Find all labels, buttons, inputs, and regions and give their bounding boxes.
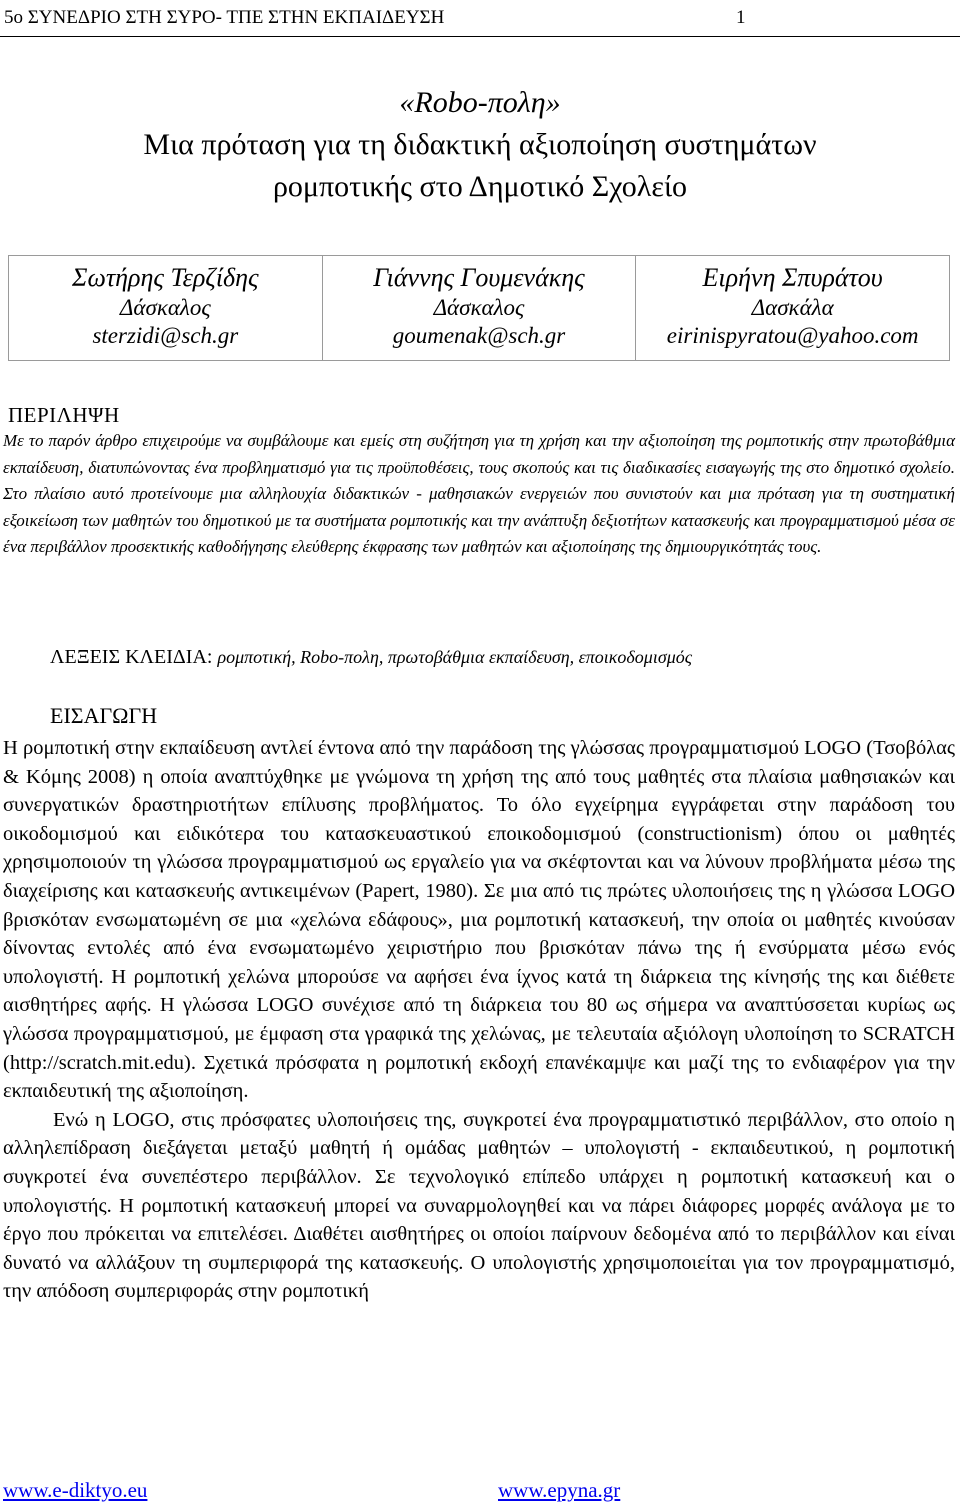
author-email: eirinispyratou@yahoo.com <box>666 323 919 348</box>
introduction-paragraph: Η ρομποτική στην εκπαίδευση αντλεί έντονα από την παράδοση της γλώσσας προγραμματισμού LOGO (Τσοβόλας & Κόμης 2008) η οποία αναπτύχθηκε με γνώμονα τη χρήση της από τους μαθητές στα πλαίσια μαθησιακών και συνεργατικών δραστηριοτήτων επίλυσης προβλήματος. Το όλο εγχείρημα εγγράφεται στην παράδοση του οικοδομισμού και ειδικότερα του κατασκευαστικού εποικοδομισμού (constructionism) όπου οι μαθητές χρησιμοποιούν τη γλώσσα προγραμματισμού ως εργαλείο για να σκέφτονται και να λύνουν προβλήματα μέσω της διαχείρισης και κατασκευής αντικειμένων (Papert, 1980). Σε μια από τις πρώτες υλοποιήσεις της η γλώσσα LOGO βρισκόταν ενσωματωμένη σε μια «χελώνα εδάφους», μια ρομποτική κατασκευή, την οποία οι μαθητές κινούσαν δίνοντας εντολές από ένα ενσωματωμένο χειριστήριο που βρισκόταν πάνω της ή ενσύρματα μέσω ενός υπολογιστή. Η ρομποτική χελώνα μπορούσε να αφήσει ένα ίχνος κατά τη διάρκεια της κίνησής της και διέθετε αισθητήρες αφής. Η γλώσσα LOGO συνέχισε από τη διάρκεια του 80 ως σήμερα να αναπτύσσεται κυρίως ως γλώσσα προγραμματισμού, με έμφαση στα γραφικά της χελώνας, με τελευταία αξιόλογη υλοποίηση το SCRATCH (http://scratch.mit.edu). Σχετικά πρόσφατα η ρομποτική εκδοχή επανέκαμψε και μαζί της το ενδιαφέρον για την εκπαιδευτική της αξιοποίηση. <box>3 737 955 1103</box>
author-role: Δάσκαλος <box>433 295 525 320</box>
author-role: Δασκάλα <box>751 295 834 320</box>
author-email: goumenak@sch.gr <box>392 323 566 348</box>
authors-table <box>8 255 950 361</box>
introduction-body <box>3 734 955 1306</box>
author-name: Σωτήρης Τερζίδης <box>72 263 259 292</box>
footer-link-e-diktyo[interactable]: www.e-diktyo.eu <box>3 1478 148 1502</box>
title-line-3: ρομποτικής στο Δημοτικό Σχολείο <box>272 170 688 203</box>
abstract-heading: ΠΕΡΙΛΗΨΗ <box>8 403 120 427</box>
author-role: Δάσκαλος <box>119 295 211 320</box>
author-email: sterzidi@sch.gr <box>92 323 239 348</box>
title-line-1: «Robo-πολη» <box>399 86 561 119</box>
introduction-heading: ΕΙΣΑΓΩΓΗ <box>50 703 158 728</box>
introduction-paragraph: Ενώ η LOGO, στις πρόσφατες υλοποιήσεις της, συγκροτεί ένα προγραμματιστικό περιβάλλον, στο οποίο η αλληλεπίδραση διεξάγεται μεταξύ μαθητή ή ομάδας μαθητών – υπολογιστή - εκπαιδευτικού, η ρομποτική συγκροτεί ένα συνεπέστερο περιβάλλον. Σε τεχνολογικό επίπεδο υπάρχει η ρομποτική κατασκευή και ο υπολογιστής. Η ρομποτική κατασκευή μπορεί να συναρμολογηθεί και να πάρει διάφορες μορφές ανάλογα με το έργο που πρόκειται να επιτελέσει. Διαθέτει αισθητήρες οι οποίοι παίρνουν δεδομένα από το περιβάλλον και είναι δυνατό να αλλάξουν τη συμπεριφορά της κατασκευής. Ο υπολογιστής χρησιμοποιείται για τον προγραμματισμό, την απόδοση συμπεριφοράς στην ρομποτική <box>3 1108 955 1303</box>
paper-title <box>0 82 960 208</box>
page-number: 1 <box>736 7 746 28</box>
keywords-label: ΛΕΞΕΙΣ ΚΛΕΙΔΙΑ: <box>50 646 213 668</box>
author-cell <box>636 256 950 361</box>
abstract-text: Με το παρόν άρθρο επιχειρούμε να συμβάλουμε και εμείς στη συζήτηση για τη χρήση και την αξιοποίηση της ρομποτικής στην πρωτοβάθμια εκπαίδευση, διατυπώνοντας ένα προβληματισμό για τις προϋποθέσεις, τους σκοπούς και τις διαδικασίες εισαγωγής της στο δημοτικό σχολείο. Στο πλαίσιο αυτό προτείνουμε μια αλληλουχία διδακτικών - μαθησιακών ενεργειών που συνιστούν και μια πρόταση για τη συστηματική εξοικείωση των μαθητών του δημοτικού με τα συστήματα ρομποτικής και την ανάπτυξη δεξιοτήτων κατασκευής και προγραμματισμού μέσα σε ένα περιβάλλον προσεκτικής καθοδήγησης ελεύθερης έκφρασης των μαθητών και αξιοποίησης της δημιουργικότητάς τους. <box>3 431 955 557</box>
footer-link-epyna[interactable]: www.epyna.gr <box>498 1478 621 1502</box>
keywords <box>50 644 692 670</box>
keywords-text: ρομποτική, Robo-πολη, πρωτοβάθμια εκπαίδευση, εποικοδομισμός <box>217 647 693 667</box>
author-name: Ειρήνη Σπυράτου <box>702 263 883 292</box>
author-cell <box>322 256 636 361</box>
running-header <box>0 0 960 37</box>
conference-title: 5ο ΣΥΝΕΔΡΙΟ ΣΤΗ ΣΥΡΟ- ΤΠΕ ΣΤΗΝ ΕΚΠΑΙΔΕΥΣΗ <box>4 7 445 28</box>
title-line-2: Μια πρόταση για τη διδακτική αξιοποίηση συστημάτων <box>143 128 817 161</box>
page-footer <box>0 1474 960 1507</box>
author-name: Γιάννης Γουμενάκης <box>373 263 585 292</box>
author-cell <box>9 256 323 361</box>
